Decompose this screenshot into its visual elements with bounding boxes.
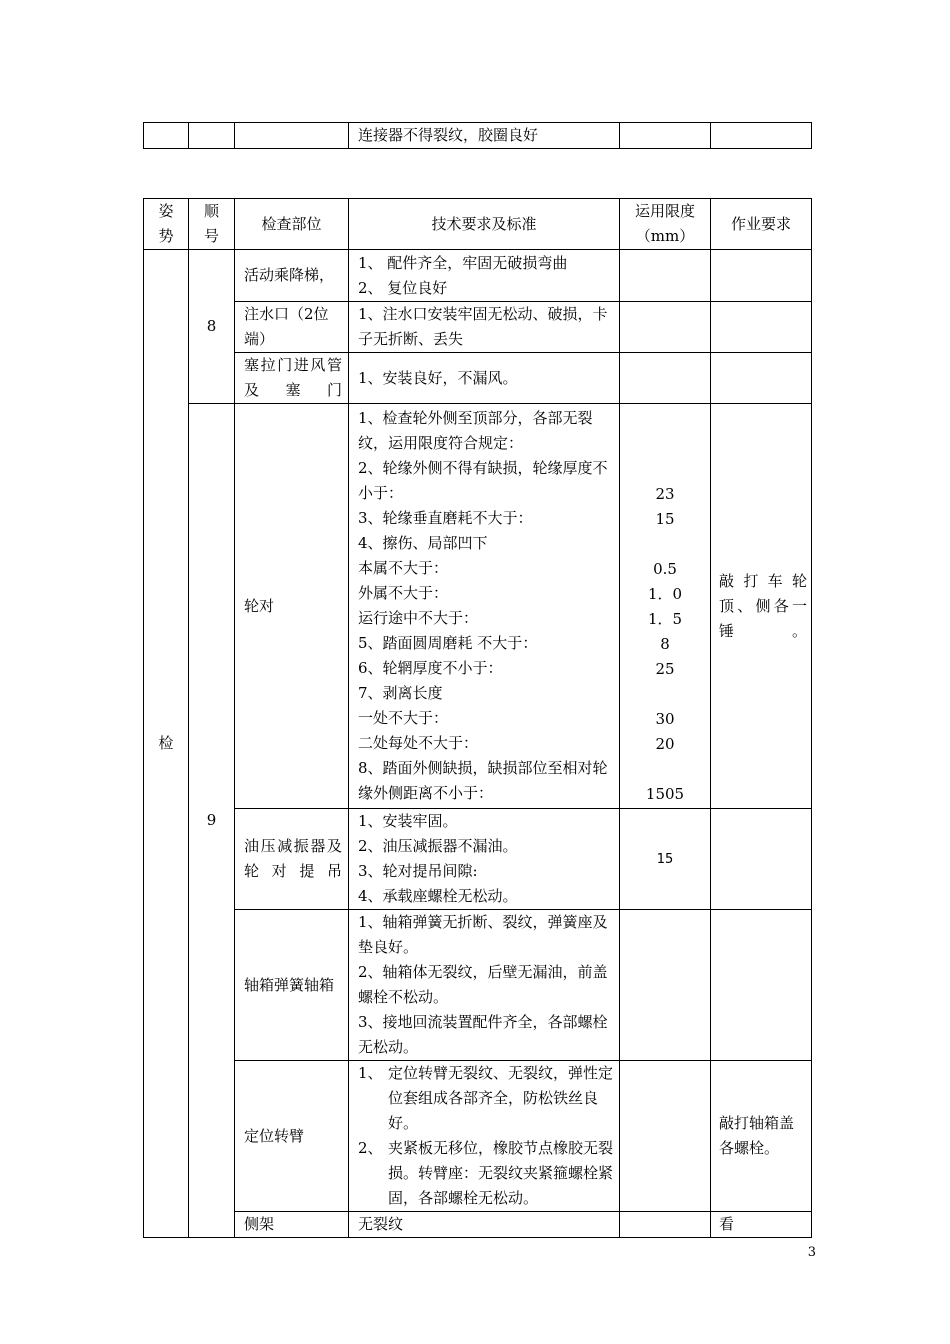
limit-value: 15 <box>620 809 711 910</box>
standard-line: 5、踏面圆周磨耗 不大于： <box>358 634 538 652</box>
part-cell: 定位转臂 <box>235 1061 349 1212</box>
cell-empty <box>620 302 711 353</box>
limit-value: 1．0 <box>647 585 683 603</box>
standard-line: 2、 复位良好 <box>358 278 448 297</box>
limit-value <box>620 682 710 707</box>
standard-line: 1、安装牢固。 <box>358 812 458 830</box>
part-cell: 轮对 <box>235 404 349 809</box>
standard-line: 本属不大于： <box>358 559 449 577</box>
cell-empty <box>620 123 711 149</box>
standard-line: 7、剥离长度 <box>358 684 443 702</box>
standard-line: 外属不大于： <box>358 584 449 602</box>
header-posture: 姿 势 <box>144 199 189 250</box>
standard-line: 一处不大于： <box>358 709 449 727</box>
standard-line: 8、踏面外侧缺损，缺损部位至相对轮缘外侧距离不小于： <box>358 759 608 802</box>
seq-cell-8: 8 <box>189 250 235 404</box>
limit-value <box>620 432 710 457</box>
part-cell: 活动乘降梯， <box>235 250 349 302</box>
limit-value: 15 <box>655 510 675 528</box>
task-cell: 看 <box>711 1212 812 1238</box>
posture-cell: 检 <box>144 250 189 1238</box>
item-number: 1、 <box>358 1064 383 1082</box>
item-text: 夹紧板无移位，橡胶节点橡胶无裂损。转臂座：无裂纹夹紧箍螺栓紧固，各部螺栓无松动。 <box>388 1139 614 1207</box>
table-row <box>144 404 812 809</box>
part-cell: 塞拉门进风管及塞门 <box>235 353 349 404</box>
cell-empty <box>620 910 711 1061</box>
limit-value <box>620 407 710 432</box>
cell-empty <box>711 302 812 353</box>
cell-empty <box>235 123 349 149</box>
task-cell: 敲打轴箱盖各螺栓。 <box>711 1061 812 1212</box>
limit-value: 23 <box>655 485 675 503</box>
seq-cell-9: 9 <box>189 404 235 1238</box>
part-cell: 注水口（2位端） <box>235 302 349 353</box>
top-row-standard: 连接器不得裂纹，胶圈良好 <box>349 123 620 149</box>
limit-value: 1505 <box>645 785 685 803</box>
standard-line: 3、轮对提吊间隙: <box>358 862 478 880</box>
numbered-item <box>358 1136 613 1211</box>
item-number: 2、 <box>358 1139 383 1157</box>
limit-value: 8 <box>660 635 670 653</box>
standard-line: 1、轴箱弹簧无折断、裂纹，弹簧座及垫良好。 <box>358 913 608 956</box>
limit-value: 30 <box>655 710 675 728</box>
cell-empty <box>620 250 711 302</box>
limit-value: 1．5 <box>647 610 683 628</box>
part-cell: 轴箱弹簧轴箱 <box>235 910 349 1061</box>
standard-line: 1、 配件齐全，牢固无破损弯曲 <box>358 253 568 272</box>
header-row <box>144 199 812 250</box>
header-task: 作业要求 <box>711 199 812 250</box>
table-row <box>144 250 812 302</box>
standard-line: 1、检查轮外侧至顶部分，各部无裂纹，运用限度符合规定： <box>358 409 593 452</box>
standard-cell: 1、安装良好，不漏风。 <box>349 353 620 404</box>
limit-value: 20 <box>655 735 675 753</box>
cell-empty <box>620 353 711 404</box>
table-row <box>144 123 812 149</box>
limit-value: 25 <box>655 660 675 678</box>
table-row <box>144 809 812 910</box>
standard-line: 2、油压减振器不漏油。 <box>358 837 518 855</box>
limit-value: 0.5 <box>653 560 677 578</box>
standard-cell: 无裂纹 <box>349 1212 620 1238</box>
cell-empty <box>711 123 812 149</box>
standard-line: 3、轮缘垂直磨耗不大于： <box>358 509 533 527</box>
cell-empty <box>144 123 189 149</box>
header-limit: 运用限度（mm） <box>620 199 711 250</box>
table-row <box>144 1212 812 1238</box>
limit-value <box>620 457 710 482</box>
page-number: 3 <box>807 1245 816 1260</box>
table-row <box>144 910 812 1061</box>
part-cell: 油压减振器及轮对提吊 <box>235 809 349 910</box>
item-text: 定位转臂无裂纹、无裂纹，弹性定位套组成各部齐全，防松铁丝良好。 <box>388 1064 614 1132</box>
cell-empty <box>711 250 812 302</box>
header-standard: 技术要求及标准 <box>349 199 620 250</box>
cell-empty <box>620 1212 711 1238</box>
inspection-table <box>143 198 812 1238</box>
cell-empty <box>620 1061 711 1212</box>
cell-empty <box>189 123 235 149</box>
table-row <box>144 1061 812 1212</box>
standard-line: 4、擦伤、局部凹下 <box>358 534 488 552</box>
header-part: 检查部位 <box>235 199 349 250</box>
limit-value <box>620 532 710 557</box>
standard-cell: 1、注水口安装牢固无松动、破损，卡子无折断、丢失 <box>349 302 620 353</box>
standard-line: 4、承载座螺栓无松动。 <box>358 887 518 905</box>
standard-line: 运行途中不大于： <box>358 609 479 627</box>
header-seq: 顺 号 <box>189 199 235 250</box>
part-cell: 侧架 <box>235 1212 349 1238</box>
cell-empty <box>711 353 812 404</box>
task-cell: 敲打车轮顶、侧各一锤。 <box>711 404 812 809</box>
standard-line: 3、接地回流装置配件齐全，各部螺栓无松动。 <box>358 1013 608 1056</box>
top-continuation-table <box>143 122 812 149</box>
standard-line: 6、轮辋厚度不小于： <box>358 659 503 677</box>
standard-line: 二处每处不大于： <box>358 734 479 752</box>
standard-line: 2、轴箱体无裂纹，后壁无漏油，前盖螺栓不松动。 <box>358 963 608 1006</box>
standard-line: 2、轮缘外侧不得有缺损，轮缘厚度不小于： <box>358 459 608 502</box>
cell-empty <box>711 809 812 910</box>
limit-value <box>620 757 710 782</box>
numbered-item <box>358 1061 613 1136</box>
table-row <box>144 302 812 353</box>
cell-empty <box>711 910 812 1061</box>
table-row <box>144 353 812 404</box>
